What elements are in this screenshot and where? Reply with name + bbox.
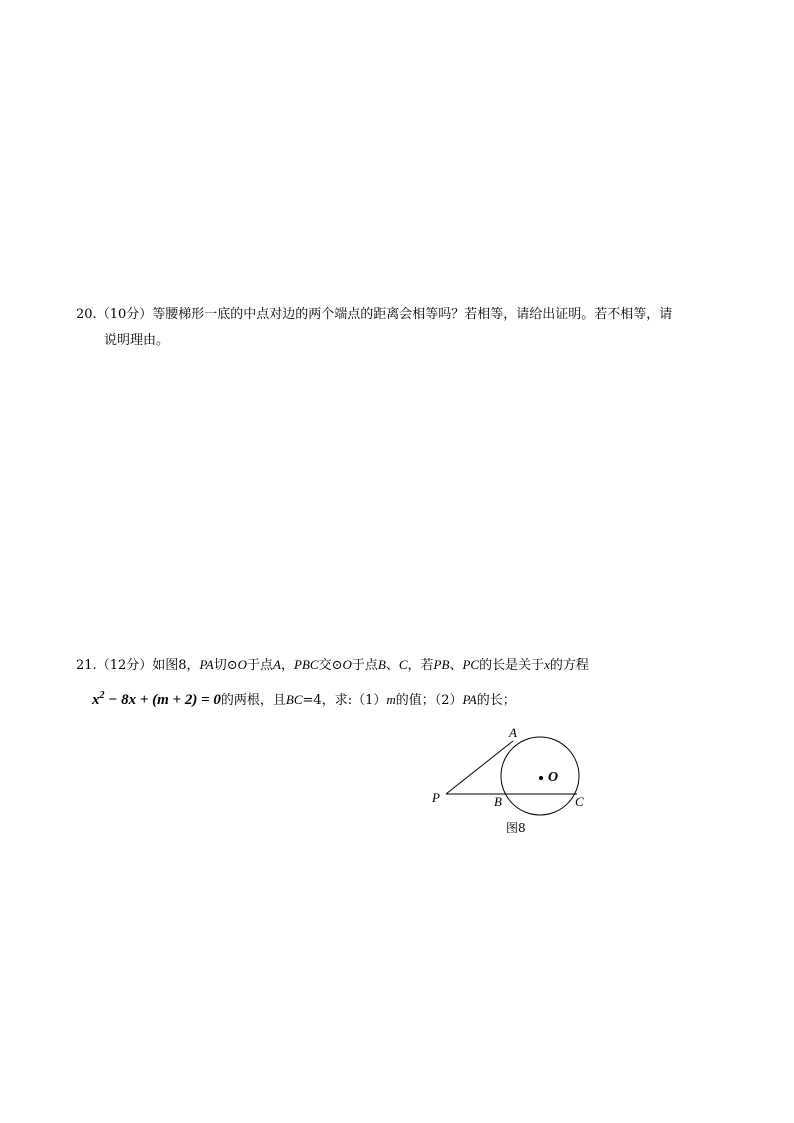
question-score: （12分） bbox=[96, 658, 153, 673]
text-segment: 、 bbox=[449, 658, 463, 673]
text-segment: 的值；（2） bbox=[395, 693, 463, 708]
question-text: 等腰梯形一底的中点对边的两个端点的距离会相等吗？若相等，请给出证明。若不相等，请 bbox=[152, 307, 673, 322]
var-x: x bbox=[544, 657, 550, 672]
text-segment: 于点 bbox=[247, 658, 274, 673]
figure-caption: 图8 bbox=[506, 821, 526, 835]
question-21 bbox=[76, 652, 726, 718]
text-segment: 如图8， bbox=[152, 658, 200, 673]
label-a: A bbox=[509, 725, 517, 740]
question-21-line1 bbox=[76, 652, 726, 679]
circle-o bbox=[501, 737, 579, 815]
var-pb: PB bbox=[433, 657, 450, 672]
var-pa: PA bbox=[199, 657, 214, 672]
eq-rest: − 8x + (m + 2) = 0 bbox=[104, 692, 221, 708]
question-number: 21. bbox=[76, 658, 97, 673]
figure-8 bbox=[420, 720, 600, 840]
center-point bbox=[539, 776, 543, 780]
label-b: B bbox=[494, 794, 502, 809]
text-segment: 、 bbox=[385, 658, 399, 673]
label-p: P bbox=[432, 790, 440, 805]
question-20 bbox=[76, 302, 726, 354]
label-c: C bbox=[575, 794, 584, 809]
var-pc: PC bbox=[462, 657, 480, 672]
var-bc: BC bbox=[285, 692, 303, 707]
text-segment: 交⊙ bbox=[318, 658, 343, 673]
var-m: m bbox=[386, 692, 396, 707]
var-a: A bbox=[273, 657, 281, 672]
var-c: C bbox=[398, 657, 408, 672]
text-segment: 的方程 bbox=[549, 658, 589, 673]
question-21-line2 bbox=[76, 679, 726, 718]
eq-x: x bbox=[92, 692, 100, 708]
text-segment: 的长是关于 bbox=[479, 658, 545, 673]
var-pbc: PBC bbox=[294, 657, 319, 672]
eq-exponent: 2 bbox=[99, 690, 105, 701]
question-number: 20. bbox=[76, 307, 97, 322]
var-o: O bbox=[237, 657, 248, 672]
text-segment: 的两根，且 bbox=[220, 693, 286, 708]
geometry-diagram bbox=[420, 720, 600, 840]
label-o: O bbox=[548, 770, 559, 785]
var-b: B bbox=[377, 657, 386, 672]
question-score: （10分） bbox=[96, 307, 153, 322]
question-20-line1 bbox=[76, 302, 726, 328]
question-20-line2: 说明理由。 bbox=[104, 333, 170, 348]
var-pa: PA bbox=[462, 692, 477, 707]
text-segment: ，若 bbox=[407, 658, 434, 673]
equation bbox=[92, 692, 221, 708]
text-segment: =4，求:（1） bbox=[302, 693, 387, 708]
text-segment: 于点 bbox=[351, 658, 378, 673]
text-segment: 切⊙ bbox=[213, 658, 238, 673]
var-o: O bbox=[342, 657, 352, 672]
text-segment: ， bbox=[281, 658, 295, 673]
text-segment: 的长； bbox=[476, 693, 516, 708]
tangent-pa bbox=[446, 741, 513, 794]
